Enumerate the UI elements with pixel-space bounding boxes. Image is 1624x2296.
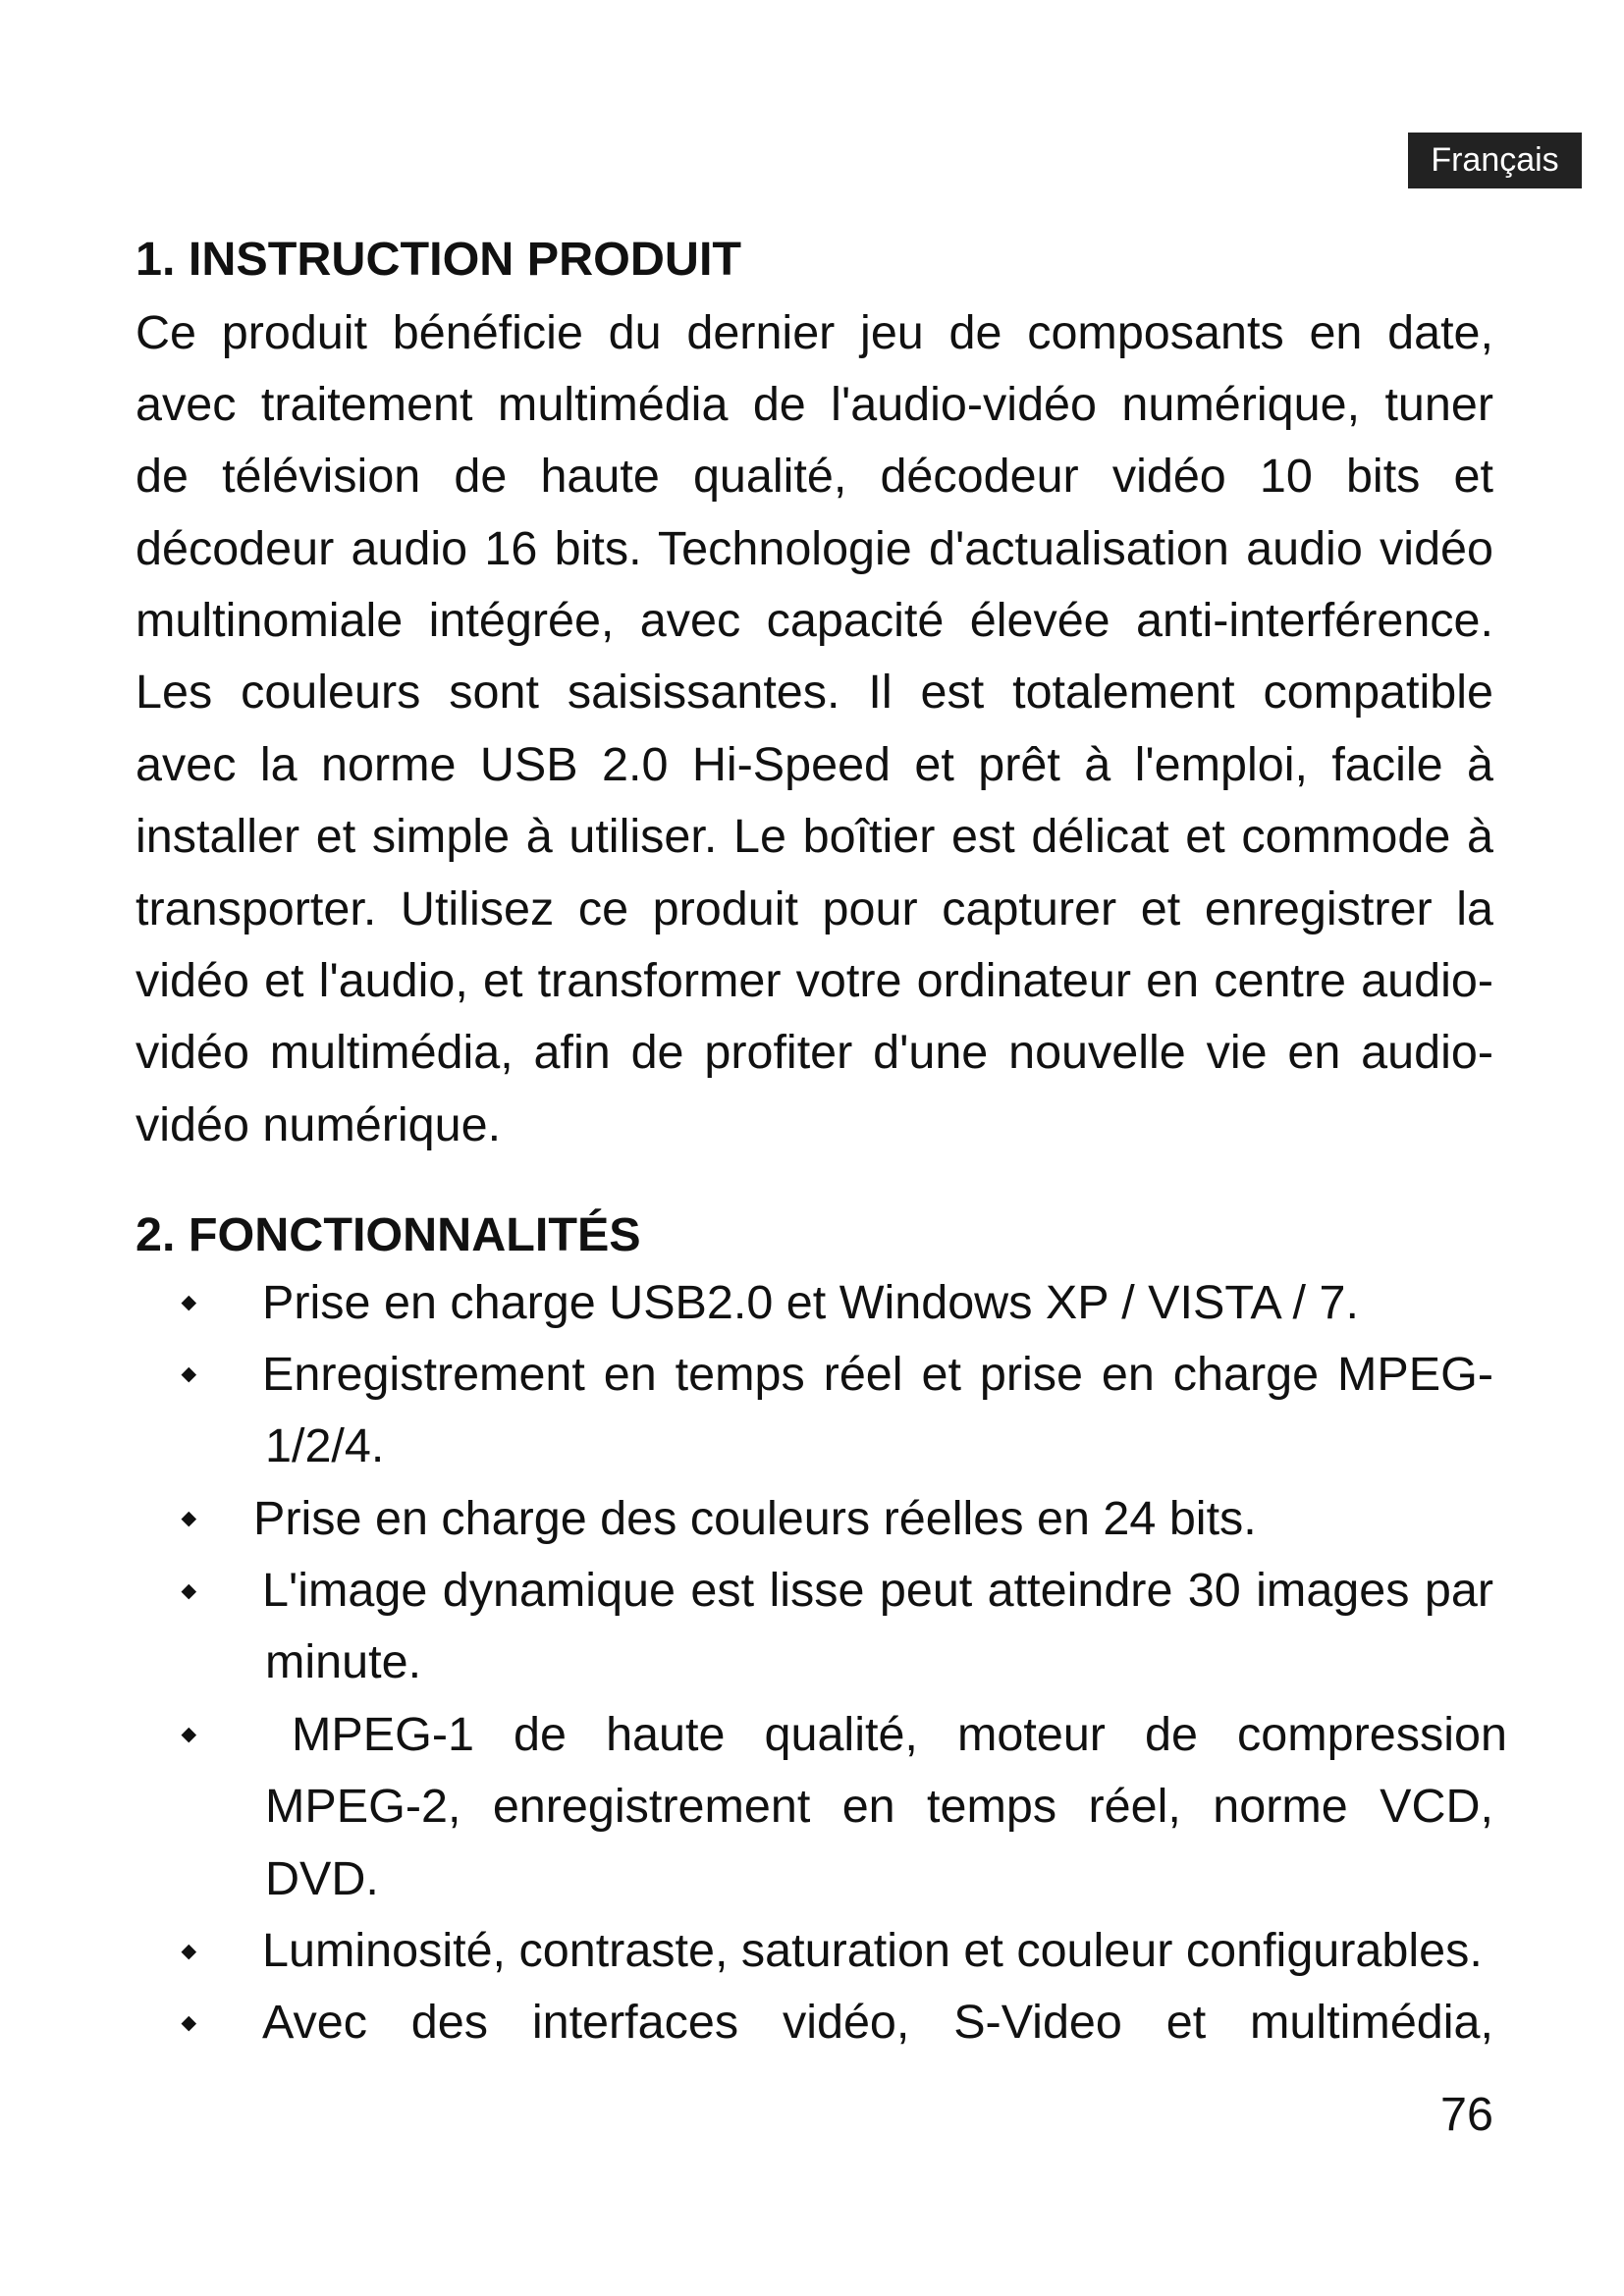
paragraph-line: multinomiale intégrée, avec capacité élevée anti-interférence. bbox=[135, 594, 1493, 648]
feature-line: Avec des interfaces vidéo, S-Video et multimédia, bbox=[262, 1996, 1493, 2050]
paragraph-line: vidéo multimédia, afin de profiter d'une nouvelle vie en audio- bbox=[135, 1026, 1493, 1080]
paragraph-line: avec la norme USB 2.0 Hi-Speed et prêt à l'emploi, facile à bbox=[135, 737, 1493, 791]
feature-line: Prise en charge des couleurs réelles en 24 bits. bbox=[253, 1491, 1257, 1545]
feature-line: L'image dynamique est lisse peut atteindre 30 images par bbox=[262, 1564, 1493, 1618]
feature-line: MPEG-1 de haute qualité, moteur de compression bbox=[292, 1707, 1507, 1761]
feature-line: Prise en charge USB2.0 et Windows XP / VISTA / 7. bbox=[262, 1275, 1359, 1329]
paragraph-line: Ce produit bénéficie du dernier jeu de composants en date, bbox=[135, 305, 1493, 359]
feature-item bbox=[0, 1555, 1624, 1699]
diamond-bullet-icon bbox=[182, 1583, 196, 1598]
feature-item bbox=[0, 1987, 1624, 2058]
diamond-bullet-icon bbox=[182, 1512, 196, 1526]
section-heading-features: 2. FONCTIONNALITÉS bbox=[135, 1207, 641, 1261]
paragraph-line: vidéo numérique. bbox=[135, 1097, 502, 1151]
paragraph-line: de télévision de haute qualité, décodeur vidéo 10 bits et bbox=[135, 450, 1493, 504]
diamond-bullet-icon bbox=[182, 1367, 196, 1382]
diamond-bullet-icon bbox=[182, 1296, 196, 1310]
paragraph-line: transporter. Utilisez ce produit pour capturer et enregistrer la bbox=[135, 881, 1493, 935]
section-heading-instruction: 1. INSTRUCTION PRODUIT bbox=[135, 232, 742, 286]
feature-list bbox=[0, 1267, 1624, 2059]
feature-item bbox=[0, 1915, 1624, 1987]
paragraph-line: vidéo et l'audio, et transformer votre ordinateur en centre audio- bbox=[135, 954, 1493, 1008]
paragraph-line: Les couleurs sont saisissantes. Il est totalement compatible bbox=[135, 666, 1493, 720]
diamond-bullet-icon bbox=[182, 2016, 196, 2031]
feature-item bbox=[0, 1267, 1624, 1339]
language-tab: Français bbox=[1408, 133, 1582, 188]
feature-item bbox=[0, 1339, 1624, 1483]
diamond-bullet-icon bbox=[182, 1944, 196, 1958]
paragraph-line: décodeur audio 16 bits. Technologie d'actualisation audio vidéo bbox=[135, 521, 1493, 575]
diamond-bullet-icon bbox=[182, 1728, 196, 1742]
instruction-paragraph bbox=[135, 297, 1493, 1162]
feature-line: 1/2/4. bbox=[265, 1419, 385, 1473]
feature-line: minute. bbox=[265, 1635, 422, 1689]
feature-line: Enregistrement en temps réel et prise en charge MPEG- bbox=[262, 1347, 1493, 1401]
feature-item bbox=[0, 1699, 1624, 1915]
page-number: 76 bbox=[1440, 2087, 1493, 2141]
feature-line: MPEG-2, enregistrement en temps réel, norme VCD, bbox=[265, 1780, 1493, 1834]
feature-line: Luminosité, contraste, saturation et couleur configurables. bbox=[262, 1924, 1483, 1978]
paragraph-line: installer et simple à utiliser. Le boîtier est délicat et commode à bbox=[135, 810, 1493, 864]
paragraph-line: avec traitement multimédia de l'audio-vidéo numérique, tuner bbox=[135, 377, 1493, 431]
feature-item bbox=[0, 1483, 1624, 1555]
feature-line: DVD. bbox=[265, 1851, 379, 1905]
